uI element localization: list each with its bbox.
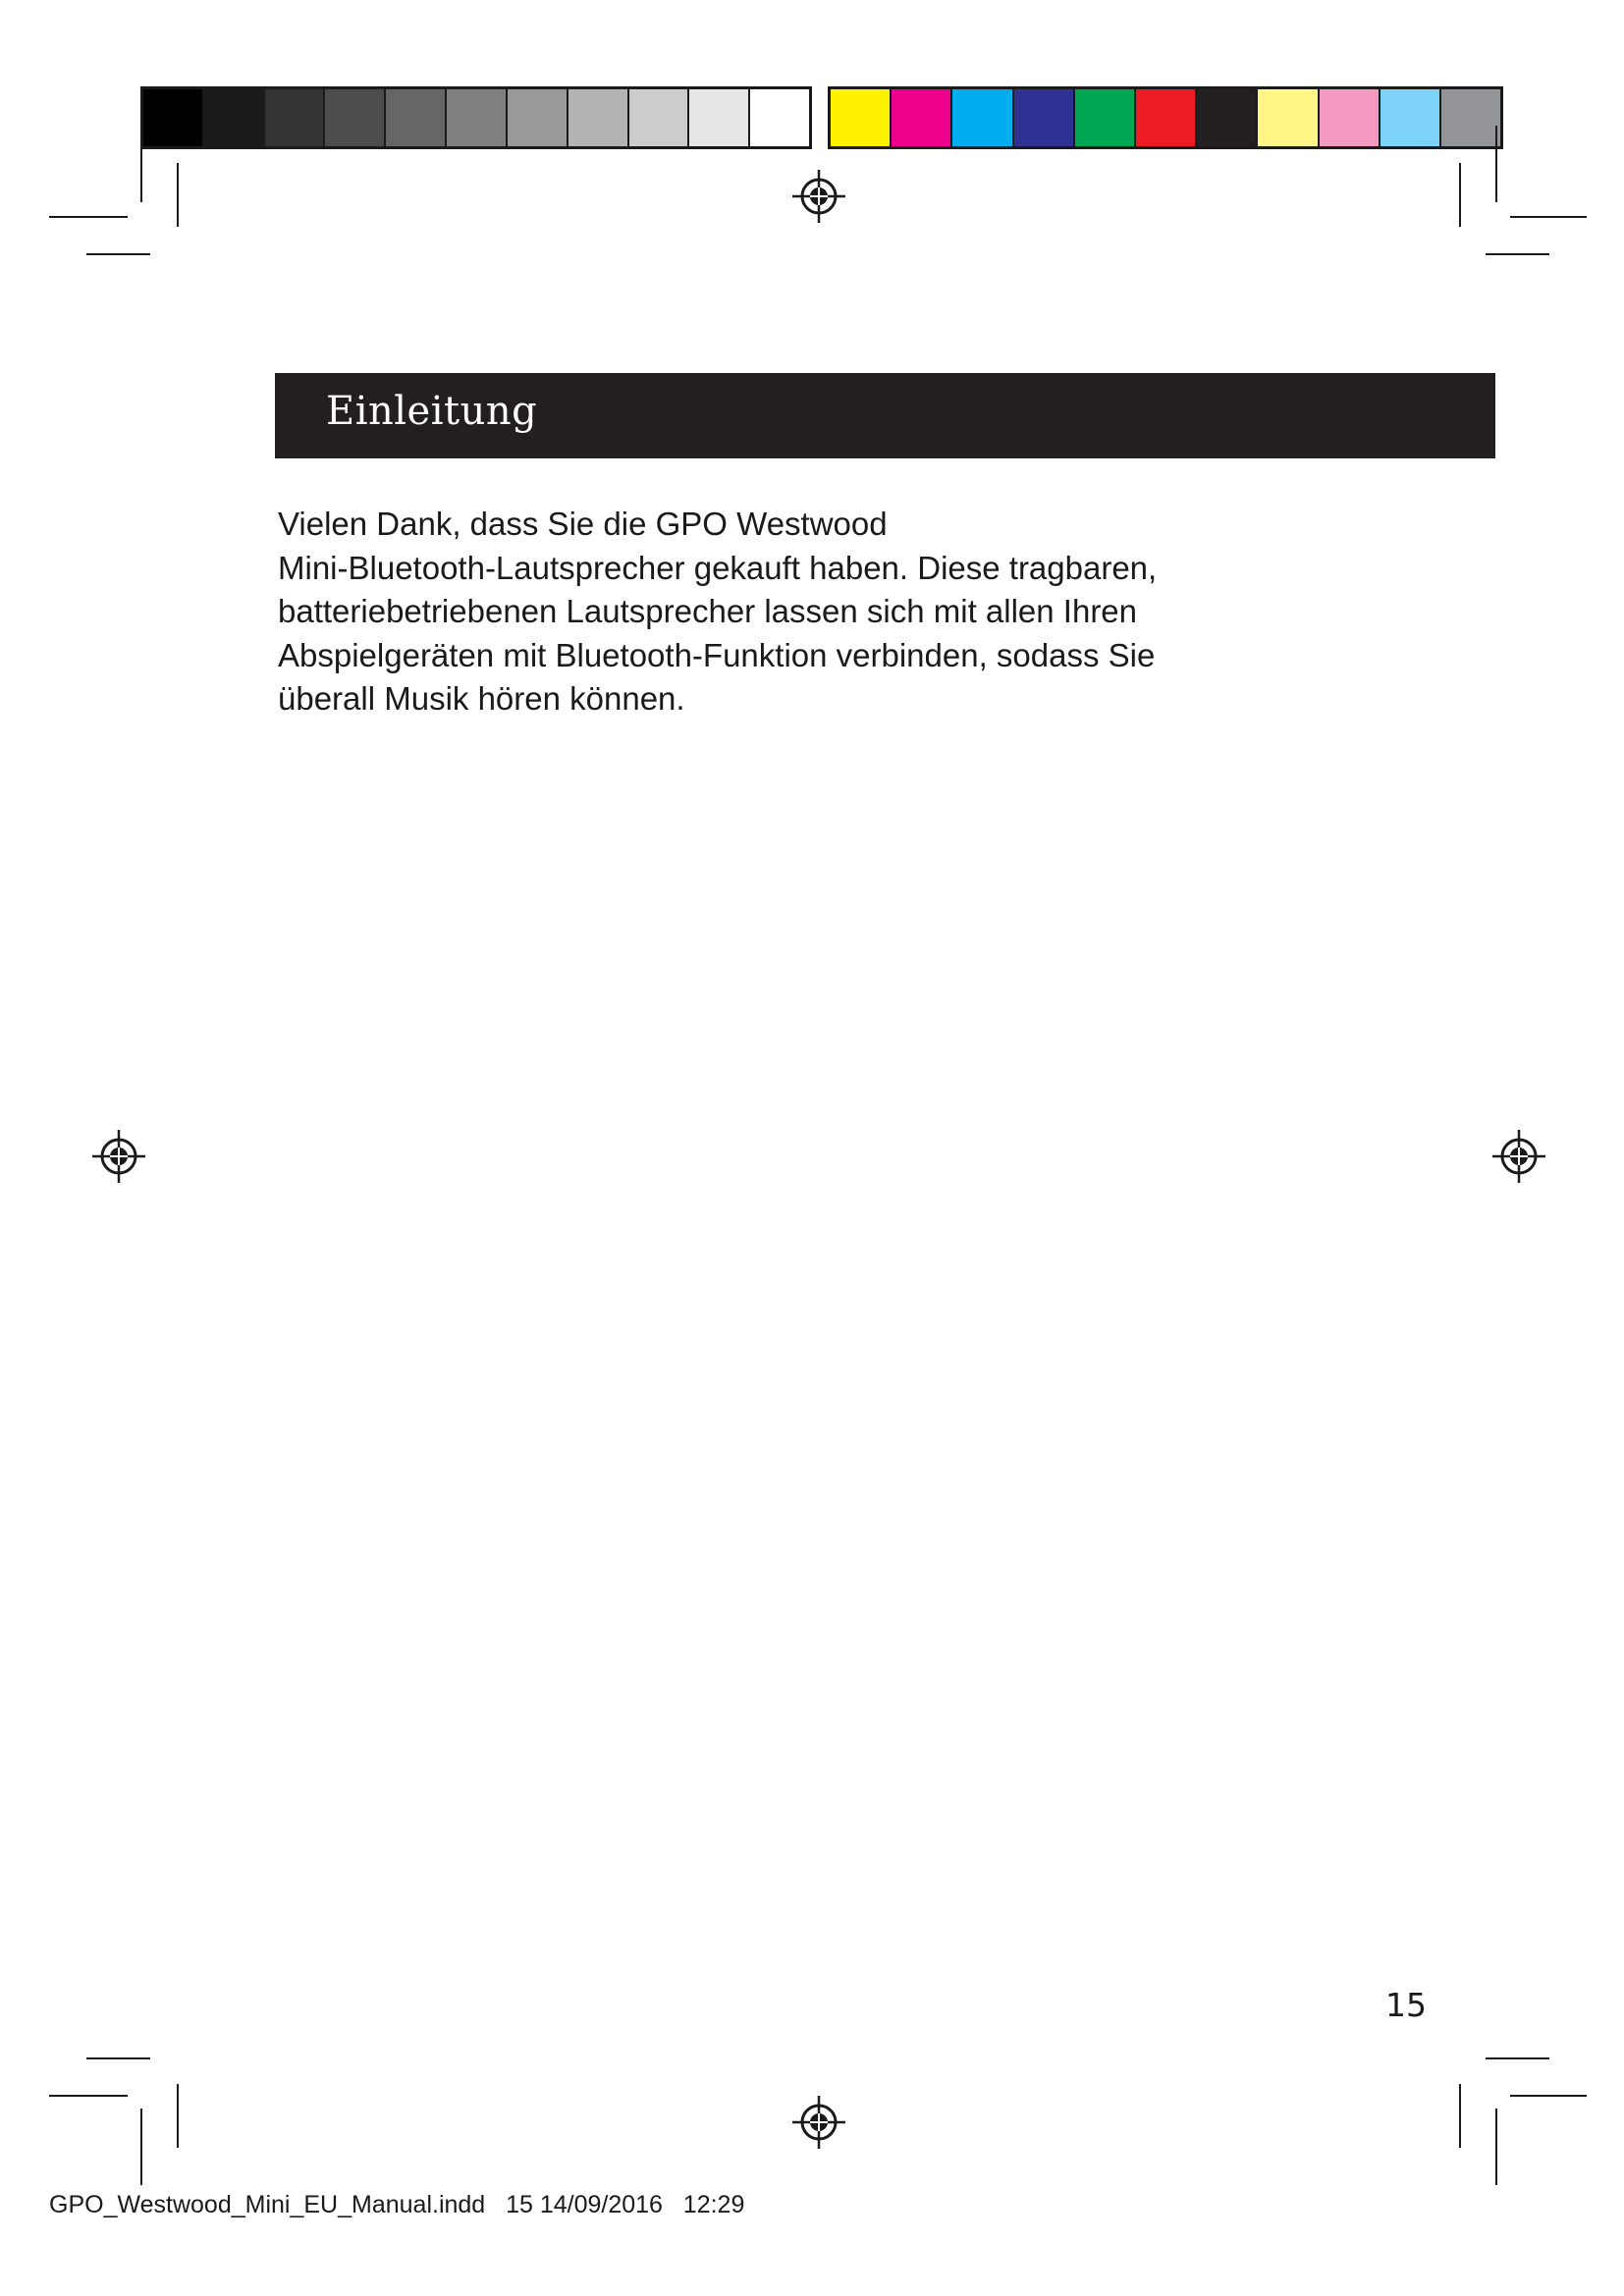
process-color-swatch (831, 89, 892, 146)
registration-target-icon (1492, 1130, 1545, 1183)
gray-swatch (508, 89, 568, 146)
registration-target-icon (92, 1130, 145, 1183)
gray-swatch (447, 89, 508, 146)
gray-swatch (204, 89, 265, 146)
gray-swatch (265, 89, 326, 146)
grayscale-color-bar (140, 86, 812, 149)
paragraph-line: überall Musik hören können. (278, 680, 685, 717)
section-title: Einleitung (326, 389, 538, 434)
process-color-swatch (1258, 89, 1319, 146)
gray-swatch (143, 89, 204, 146)
gray-swatch (689, 89, 750, 146)
crop-mark-top-left-vertical-inner (177, 163, 179, 227)
paragraph-line: Vielen Dank, dass Sie die GPO Westwood (278, 506, 888, 542)
crop-mark-bottom-right-vertical-outer (1495, 2109, 1497, 2185)
slug-filename: GPO_Westwood_Mini_EU_Manual.indd (49, 2191, 486, 2218)
process-color-swatch (1075, 89, 1136, 146)
process-color-swatch (892, 89, 952, 146)
process-color-swatch (1320, 89, 1380, 146)
process-color-swatch (1136, 89, 1197, 146)
gray-swatch (325, 89, 386, 146)
crop-mark-bottom-left-vertical-inner (177, 2084, 179, 2148)
crop-mark-bottom-right-vertical-inner (1459, 2084, 1461, 2148)
gray-swatch (750, 89, 809, 146)
section-heading-bar (275, 373, 1495, 458)
crop-mark-top-left-horizontal-outer (49, 216, 128, 218)
registration-target-icon (792, 2096, 845, 2149)
crop-mark-bottom-left-horizontal-inner (86, 2057, 150, 2059)
process-color-bar (828, 86, 1503, 149)
process-color-swatch (1197, 89, 1258, 146)
slug-page: 15 (506, 2191, 533, 2218)
paragraph-line: Abspielgeräten mit Bluetooth-Funktion verbinden, sodass Sie (278, 636, 1156, 673)
crop-mark-top-right-vertical-outer (1495, 126, 1497, 202)
gray-swatch (629, 89, 690, 146)
registration-target-icon (792, 170, 845, 223)
gray-swatch (568, 89, 629, 146)
slug-time: 12:29 (682, 2191, 745, 2218)
crop-mark-top-right-horizontal-inner (1486, 253, 1549, 255)
process-color-swatch (1014, 89, 1075, 146)
process-color-swatch (952, 89, 1013, 146)
crop-mark-bottom-left-horizontal-outer (49, 2095, 128, 2097)
slug-date: 14/09/2016 (539, 2191, 663, 2218)
paragraph-line: Mini-Bluetooth-Lautsprecher gekauft haben. Diese tragbaren, (278, 549, 1158, 586)
crop-mark-bottom-right-horizontal-outer (1510, 2095, 1587, 2097)
gray-swatch (386, 89, 447, 146)
crop-mark-top-right-vertical-inner (1459, 163, 1461, 227)
intro-paragraph (278, 503, 1309, 721)
crop-mark-bottom-left-vertical-outer (140, 2109, 142, 2185)
print-slug-line (49, 2191, 744, 2219)
page-number: 15 (1385, 1986, 1427, 2024)
process-color-swatch (1441, 89, 1500, 146)
crop-mark-top-right-horizontal-outer (1510, 216, 1587, 218)
crop-mark-top-left-vertical-outer (140, 126, 142, 202)
process-color-swatch (1380, 89, 1441, 146)
paragraph-line: batteriebetriebenen Lautsprecher lassen sich mit allen Ihren (278, 593, 1138, 629)
crop-mark-bottom-right-horizontal-inner (1486, 2057, 1549, 2059)
crop-mark-top-left-horizontal-inner (86, 253, 150, 255)
